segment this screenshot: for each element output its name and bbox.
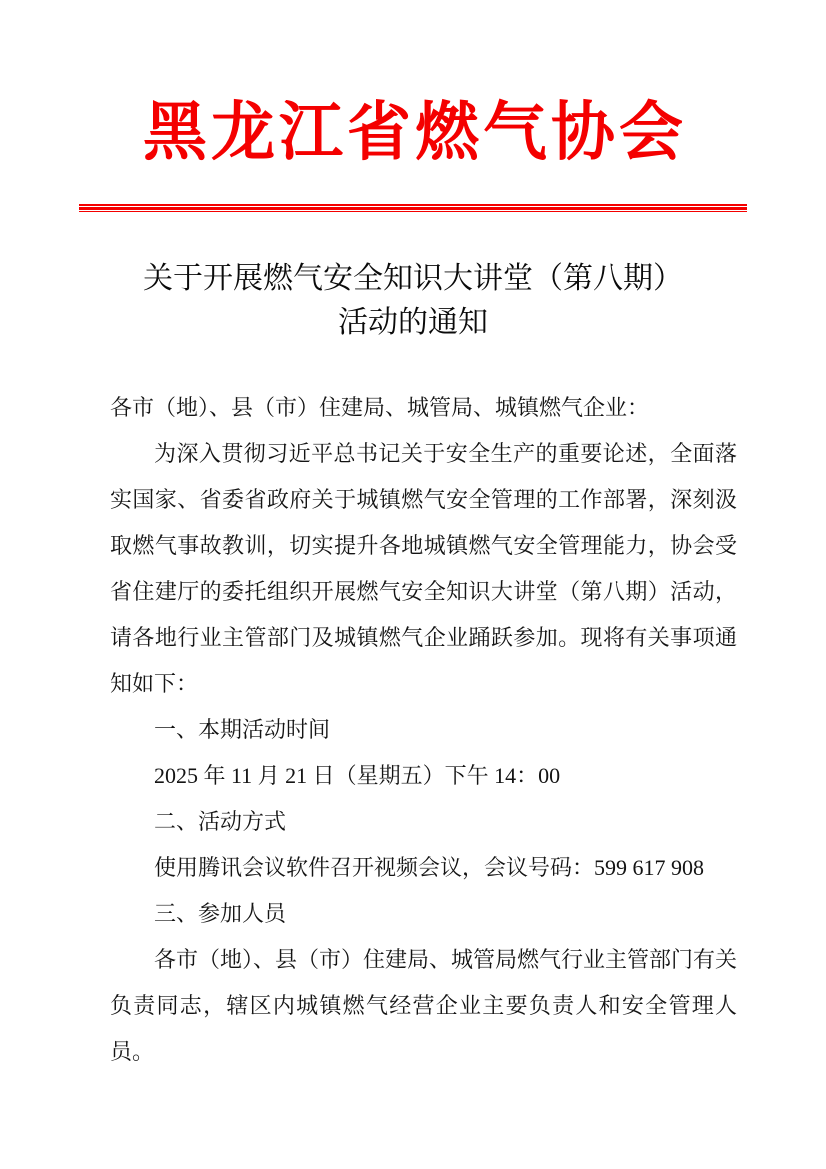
section-1-heading: 一、本期活动时间	[154, 717, 331, 742]
section-1-datetime: 2025 年 11 月 21 日（星期五）下午 14：00	[154, 763, 561, 788]
section-3-heading: 三、参加人员	[154, 901, 287, 926]
section-2-heading: 二、活动方式	[154, 809, 287, 834]
section-2-meeting-info: 使用腾讯会议软件召开视频会议，会议号码：599 617 908	[154, 855, 705, 880]
document-title-line1: 关于开展燃气安全知识大讲堂（第八期）	[143, 262, 683, 295]
org-header-title: 黑龙江省燃气协会	[143, 96, 687, 168]
divider-line-bottom	[79, 211, 747, 212]
document-title-line2: 活动的通知	[338, 306, 488, 339]
document-body	[0, 385, 826, 1075]
section-3-participants: 各市（地）、县（市）住建局、城管局燃气行业主管部门有关负责同志，辖区内城镇燃气经营企业主要负责人和安全管理人员。	[110, 947, 738, 1064]
red-divider	[79, 204, 747, 212]
intro-paragraph: 为深入贯彻习近平总书记关于安全生产的重要论述，全面落实国家、省委省政府关于城镇燃气安全管理的工作部署，深刻汲取燃气事故教训，切实提升各地城镇燃气安全管理能力，协会受省住建厅的委托组织开展燃气安全知识大讲堂（第八期）活动，请各地行业主管部门及城镇燃气企业踊跃参加。现将有关事项通知如下：	[110, 441, 737, 696]
salutation-line: 各市（地）、县（市）住建局、城管局、城镇燃气企业：	[110, 395, 650, 420]
document-title	[0, 257, 826, 345]
